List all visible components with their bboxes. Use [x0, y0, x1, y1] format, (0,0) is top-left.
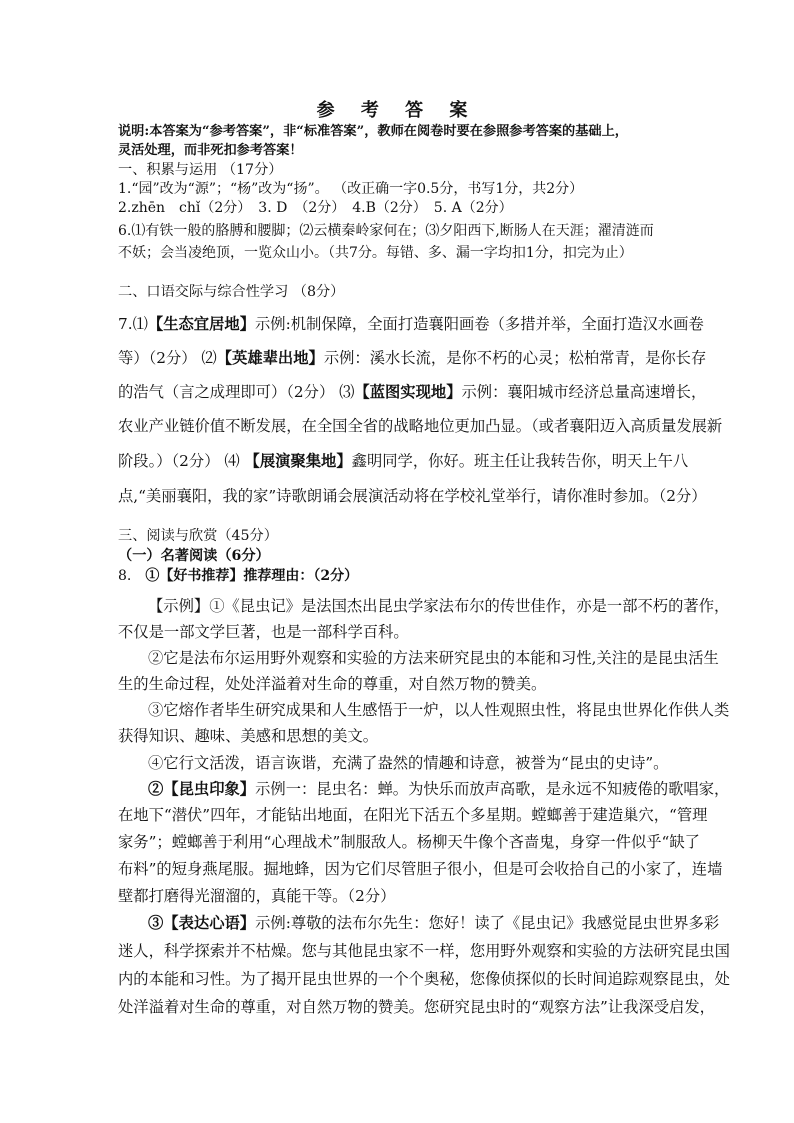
q7-line-3: [118, 382, 707, 402]
q7-line-5-prefix: 阶段。）（2分） ⑷: [118, 452, 245, 470]
insect-impression-line-5: 壁都打磨得光溜溜的，真能干等。（2分）: [118, 887, 396, 905]
q6-answer-line-2: 不妖；会当凌绝顶，一览众山小。（共7分。每错、多、漏一字均扣1分，扣完为止）: [118, 245, 633, 261]
heart-words-line-4: 处洋溢着对生命的尊重，对自然万物的赞美。您研究昆虫时的“观察方法”让我深受启发，: [118, 998, 715, 1016]
insect-impression-line-1: [118, 779, 730, 799]
insect-impression-tag: ②【昆虫印象】: [148, 780, 256, 798]
book-reason-4-line-1: ④它行文活泼，语言诙谐，充满了盎然的情趣和诗意，被誉为“昆虫的史诗”。: [148, 754, 669, 772]
heart-words-line-3: 内的本能和习性。为了揭开昆虫世界的一个个奥秘，您像侦探似的长时间追踪观察昆虫，处: [118, 970, 730, 988]
section-3-heading: 三、阅读与欣赏（45分）: [118, 528, 278, 544]
q7-line-3-text: 示例：襄阳城市经济总量高速增长，: [461, 383, 707, 401]
note-line-2: 灵活处理，而非死扣参考答案！: [118, 143, 303, 158]
book-reason-3-line-2: 获得知识、趣味、美感和思想的美文。: [118, 727, 379, 745]
book-reason-1-line-1: 【示例】①《昆虫记》是法国杰出昆虫学家法布尔的传世佳作，亦是一部不朽的著作，: [148, 597, 730, 615]
q7-line-4: [118, 416, 723, 436]
q7-line-3-prefix: 的浩气（言之成理即可）（2分） ⑶: [118, 383, 355, 401]
q7-line-1: [118, 314, 704, 334]
q2-5-answers: 2.zhēn chǐ（2分） 3. D （2分） 4.B（2分） 5. A（2分）: [118, 200, 513, 216]
q8-number: 8.: [118, 568, 146, 584]
q7-line-2-text: 示例：溪水长流，是你不朽的心灵；松柏常青，是你长存: [323, 349, 707, 367]
q7-tag-eco: 【生态宜居地】: [147, 315, 255, 333]
q6-answer-line-1: 6.⑴有铁一般的胳膊和腰脚；⑵云横秦岭家何在；⑶夕阳西下,断肠人在天涯；濯清涟而: [118, 223, 654, 239]
q7-line-4-text: 农业产业链价值不断发展，在全国全省的战略地位更加凸显。（或者襄阳迈入高质量发展新: [118, 417, 723, 435]
q7-tag-show: 【展演聚集地】: [244, 452, 352, 470]
q1-answer: 1.“园”改为“源”；“杨”改为“扬”。 （改正确一字0.5分，书写1分，共2分）: [118, 181, 584, 197]
insect-impression-text-1: 示例一：昆虫名：蝉。为快乐而放声高歌，是永远不知疲倦的歌唱家，: [255, 780, 730, 798]
q7-line-5: [118, 451, 689, 471]
insect-impression-line-2: 在地下“潜伏”四年，才能钻出地面，在阳光下活五个多星期。螳螂善于建造巢穴，“管理: [118, 806, 708, 824]
book-reason-2-line-1: ②它是法布尔运用野外观察和实验的方法来研究昆虫的本能和习性,关注的是昆虫活生: [148, 649, 719, 667]
heart-words-tag: ③【表达心语】: [148, 914, 256, 932]
book-reason-3-line-1: ③它熔作者毕生研究成果和人生感悟于一炉，以人性观照虫性，将昆虫世界化作供人类: [148, 701, 730, 719]
book-reason-1-line-2: 不仅是一部文学巨著，也是一部科学百科。: [118, 623, 409, 641]
q7-line-2: [118, 348, 707, 368]
q7-line-1-text: 示例:机制保障，全面打造襄阳画卷（多措并举，全面打造汉水画卷: [255, 315, 704, 333]
q7-tag-blueprint: 【蓝图实现地】: [354, 383, 462, 401]
q7-line-2-prefix: 等）（2分） ⑵: [118, 349, 217, 367]
q8-heading: [118, 566, 680, 586]
page-title: 参 考 答 案: [316, 100, 478, 121]
q7-line-6-text: 点,“美丽襄阳，我的家”诗歌朗诵会展演活动将在学校礼堂举行，请你准时参加。（2分）: [118, 487, 707, 505]
section-3-subheading: （一）名著阅读（6分）: [118, 548, 270, 564]
insect-impression-line-4: 布料”的短身燕尾服。掘地蜂，因为它们尽管胆子很小，但是可会收拾自己的小家了，连墙: [118, 860, 723, 878]
q7-line-1-prefix: 7.⑴: [118, 315, 148, 333]
section-2-heading: 二、口语交际与综合性学习 （8分）: [118, 284, 345, 300]
heart-words-line-1: [118, 913, 720, 933]
book-reason-2-line-2: 生的生命过程，处处洋溢着对生命的尊重，对自然万物的赞美。: [118, 675, 547, 693]
section-1-heading: 一、积累与运用 （17分）: [118, 162, 283, 178]
insect-impression-line-3: 家务”；螳螂善于利用“心理战术”制服敌人。杨柳天牛像个吝啬鬼，身穿一件似乎“缺了: [118, 833, 700, 851]
note-line-1: 说明:本答案为“参考答案”，非“标准答案”，教师在阅卷时要在参照参考答案的基础上，: [118, 124, 628, 139]
q7-tag-heroes: 【英雄辈出地】: [216, 349, 324, 367]
q8-heading-text: ①【好书推荐】推荐理由：（2分）: [145, 568, 359, 584]
heart-words-line-2: 迷人，科学探索并不枯燥。您与其他昆虫家不一样，您用野外观察和实验的方法研究昆虫国: [118, 942, 730, 960]
heart-words-text-1: 示例:尊敬的法布尔先生：您好！读了《昆虫记》我感觉昆虫世界多彩: [255, 914, 720, 932]
q7-line-5-text: 鑫明同学，你好。班主任让我转告你，明天上午八: [351, 452, 689, 470]
q7-line-6: [118, 486, 707, 506]
